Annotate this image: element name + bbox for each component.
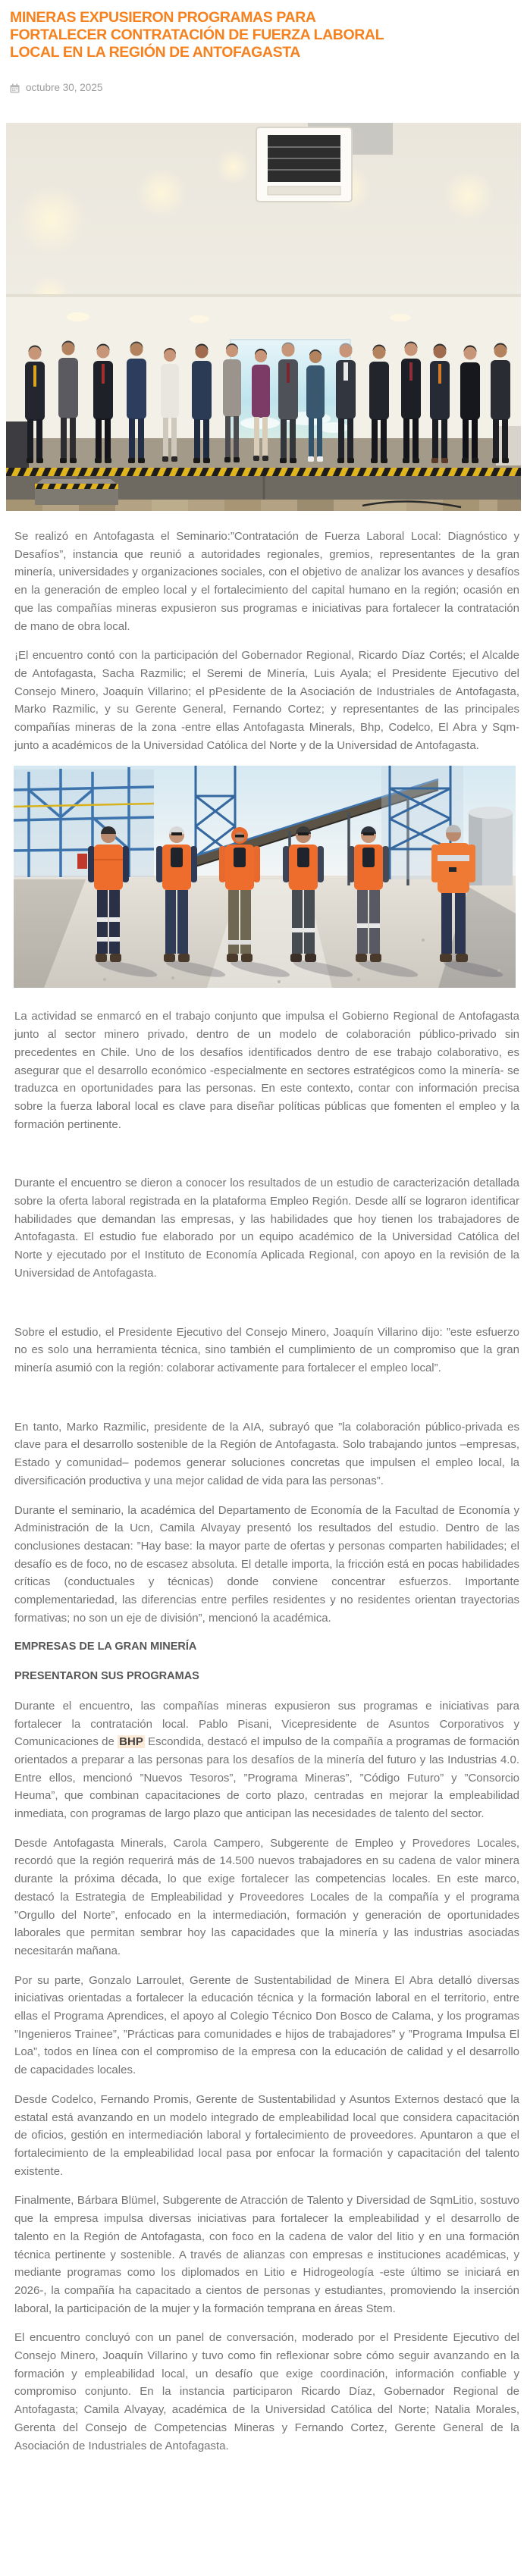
publish-date: octubre 30, 2025	[26, 82, 103, 93]
article-paragraph: Desde Antofagasta Minerals, Carola Campero, Subgerente de Empleo y Provedores Locales, recordó que la región requerirá más de 14.500 nuevos trabajadores en su cadena de valor minera durante la próxima década, lo que exige fortalecer las competencias locales. En este marco, destacó la Estrategia de Empleabilidad y Proveedores Locales de la compañía y el programa ”Orgullo del Norte”, enfocado en la intermediación, formación y generación de oportunidades laborales que permitan sembrar hoy las capacidades que la minería y las industrias asociadas necesitarán mañana.	[14, 1836, 519, 1957]
article-paragraph: Sobre el estudio, el Presidente Ejecutivo del Consejo Minero, Joaquín Villarino dijo: ”este esfuerzo no es solo una herramienta técnica, sino también el cumplimiento de un compromiso que la gran minería asumió con la región: colaborar activamente para fortalecer el empleo local”.	[14, 1325, 519, 1374]
article-title-line: LOCAL EN LA REGIÓN DE ANTOFAGASTA	[10, 44, 300, 61]
article-paragraph: Por su parte, Gonzalo Larroulet, Gerente de Sustentabilidad de Minera El Abra detalló diversas iniciativas orientadas a fortalecer la educación técnica y la formación laboral en el territorio, entre ellas el Programa Aprendices, el apoyo al Colegio Técnico Don Bosco de Calama, y los programas ”Ingenieros Trainee”, ”Prácticas para comunidades e hijos de trabajadores” y ”Programa Impulsa El Loa”, todos en línea con el compromiso de la empresa con la educación de calidad y el desarrollo de capacidades locales.	[14, 1973, 519, 2077]
article-paragraph: Se realizó en Antofagasta el Seminario:”Contratación de Fuerza Laboral Local: Diagnóstico y Desafíos”, instancia que reunió a autoridades regionales, gremios, representantes de la gran minería, universidades y organizaciones sociales, con el objetivo de analizar los avances y desafíos en la generación de empleo local y el fortalecimiento del capital humano en la región; ocasión en que las compañías mineras expusieron sus programas e iniciativas para fortalecer la contratación de mano de obra local.	[14, 530, 519, 633]
article-title-line: FORTALECER CONTRATACIÓN DE FUERZA LABORAL	[10, 27, 384, 43]
bhp-paragraph-before: Durante el encuentro, las compañías mineras expusieron sus programas e iniciativas para fortalecer la contratación local. Pablo Pisani, Vicepresidente de Asuntos Corporativos y Comunicaciones de	[14, 1699, 519, 1749]
article-paragraph: Durante el encuentro se dieron a conocer los resultados de un estudio de caracterización detallada sobre la oferta laboral registrada en la plataforma Empleo Región. Desde allí se lograron identificar habilidades que demandan las empresas, y las habilidades que hoy tienen los trabajadores de Antofagasta. El estudio fue elaborado por un equipo académico de la Universidad Católica del Norte y ejecutado por el Instituto de Economía Aplicada Regional, con apoyo en la revisión de la Universidad de Antofagasta.	[14, 1177, 519, 1280]
article-title-line: MINERAS EXPUSIERON PROGRAMAS PARA	[10, 9, 316, 26]
article-paragraph-bhp	[14, 1697, 519, 1823]
article-paragraph: Desde Codelco, Fernando Promis, Gerente de Sustentabilidad y Asuntos Externos destacó que la estatal está avanzando en un modelo integrado de empleabilidad local que considera capacitación de oficios, gestión en intermediación laboral y fortalecimiento de proveedores. Apuntaron a que el fortalecimiento de la empleabilidad local pasa por enfocar la formación y capacitación del talento existente.	[14, 2092, 519, 2178]
bhp-paragraph-after: Escondida, destacó el impulso de la compañía a programas de formación orientados a preparar a las personas para los desafíos de la minería del futuro y las Industrias 4.0. Entre ellos, mencionó ”Nuevos Tesoros”, ”Programa Mineras”, ”Código Futuro” y ”Consorcio Heuma”, que combinan capacitaciones de corto plazo, centradas en mejorar la empleabilidad inmediata, con programas de largo plazo que anticipan las necesidades de talento del sector.	[14, 1735, 519, 1821]
highlighted-term-bhp: BHP	[119, 1735, 143, 1749]
mine-workers-photo-art	[14, 766, 516, 988]
seminar-group-photo-art	[6, 123, 521, 511]
mine-workers-photo	[14, 766, 516, 988]
seminar-group-photo	[6, 123, 521, 511]
article-title	[10, 9, 519, 61]
section-heading-empresas: EMPRESAS DE LA GRAN MINERÍA	[14, 1641, 197, 1653]
article-paragraph: Durante el seminario, la académica del Departamento de Economía de la Facultad de Economía y Administración de la Ucn, Camila Alvayay presentó los resultados del estudio. Dentro de las conclusiones destacan: ”Hay base: la mayor parte de ofertas y personas comparten habilidades; el desafío es de foco, no de escasez absoluta. El detalle importa, la fricción está en pocas habilidades críticas (conductuales y técnicas) donde conviene concentrar esfuerzos. Importante complementariedad, las diferencias entre perfiles residentes y no residentes orientan trayectorias formativas; no son un eje de división”, mencionó la académica.	[14, 1503, 519, 1625]
article-paragraph: ¡El encuentro contó con la participación del Gobernador Regional, Ricardo Díaz Cortés; el Alcalde de Antofagasta, Sacha Razmilic; el Seremi de Minería, Luis Ayala; el Presidente Ejecutivo del Consejo Minero, Joaquín Villarino; el pPesidente de la Asociación de Industriales de Antofagasta, Marko Razmilic, y su Gerente General, Fernando Cortez; y representantes de las principales compañías mineras de la zona -entre ellas Antofagasta Minerals, Bhp, Codelco, El Abra y Sqm- junto a académicos de la Universidad Católica del Norte y de la Universidad de Antofagasta.	[14, 649, 519, 752]
article-paragraph: En tanto, Marko Razmilic, presidente de la AIA, subrayó que ”la colaboración público-privada es clave para el desarrollo sostenible de la Región de Antofagasta. Solo trabajando juntos –empresas, Estado y comunidad– podemos generar soluciones concretas que impulsen el empleo local, la diversificación productiva y una mejor calidad de vida para las personas”.	[14, 1420, 519, 1487]
article-paragraph: El encuentro concluyó con un panel de conversación, moderado por el Presidente Ejecutivo del Consejo Minero, Joaquín Villarino y tuvo como fin reflexionar sobre cómo seguir avanzando en la formación y empleabilidad local, un desafío que exige coordinación, información confiable y compromiso conjunto. En la instancia participaron Ricardo Díaz, Gobernador Regional de Antofagasta; Camila Alvayay, académica de la Universidad Católica del Norte; Natalia Morales, Gerenta del Consejo de Competencias Mineras y Fernando Cortez, Gerente General de la Asociación de Industriales de Antofagasta.	[14, 2331, 519, 2452]
section-heading-presentaron: PRESENTARON SUS PROGRAMAS	[14, 1670, 199, 1683]
calendar-icon	[10, 83, 20, 93]
article-paragraph: Finalmente, Bárbara Blümel, Subgerente de Atracción de Talento y Diversidad de SqmLitio, sostuvo que la empresa impulsa diversas iniciativas para fortalecer la empleabilidad y el desarrollo de talento en la Región de Antofagasta, con foco en la cadena de valor del litio y en una formación técnica pertinente y sostenible. A través de alianzas con empresas e instituciones académicas, y mediante programas como los diplomados en Litio e Hidrogeología -este último se iniciará en 2026-, la compañía ha capacitado a cientos de personas y estudiantes, promoviendo la inserción laboral, la participación de la mujer y la formación temprana en áreas Stem.	[14, 2194, 519, 2315]
publish-date-row	[10, 82, 517, 94]
article-paragraph: La actividad se enmarcó en el trabajo conjunto que impulsa el Gobierno Regional de Antofagasta junto al sector minero privado, dentro de un modelo de colaboración público-privado sin precedentes en Chile. Uno de los desafíos identificados dentro de ese trabajo colaborativo, es asegurar que el desarrollo económico -especialmente en sectores estratégicos como la minería- se traduzca en oportunidades para las personas. En este contexto, contar con información precisa sobre la fuerza laboral local es clave para diseñar políticas públicas que fomenten el empleo y la formación pertinente.	[14, 1010, 519, 1131]
